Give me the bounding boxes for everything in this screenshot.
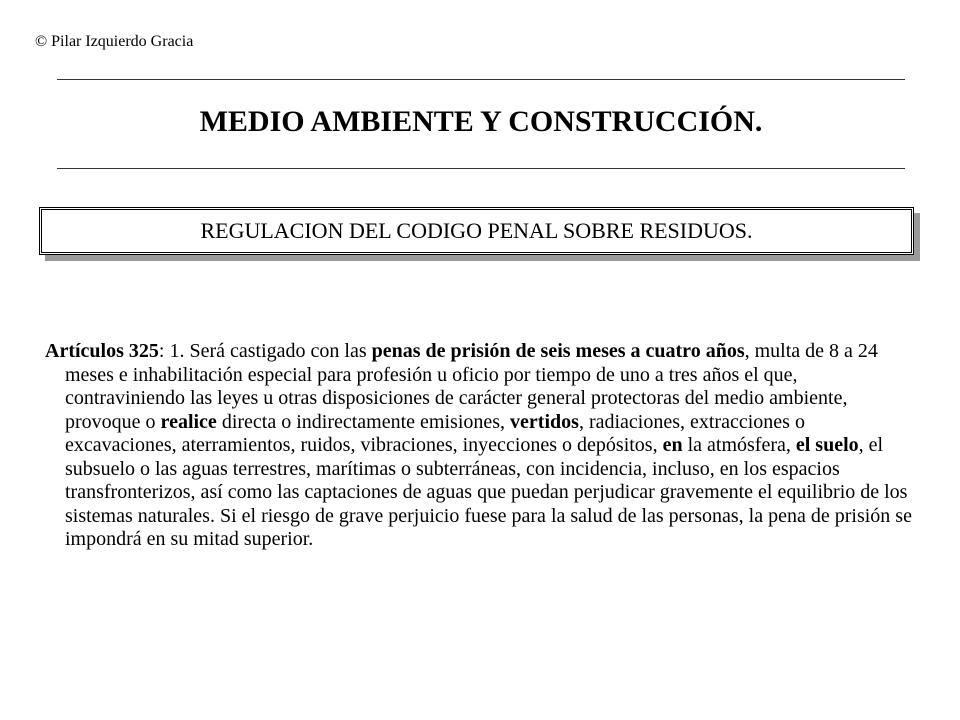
article-text-2: , multa de 8 a 24 meses e inhabilitación especial para profesión u oficio por tiempo de uno a tres años el que, contraviniendo las leyes u otras disposiciones de carácter general protectoras del medio ambiente, provoque o <box>65 340 878 433</box>
article-text-1: : 1. Será castigado con las <box>158 340 372 362</box>
article-label: Artículos 325 <box>45 340 159 362</box>
article-text-6: , el subsuelo o las aguas terrestres, marítimas o subterráneas, con incidencia, incluso, en los espacios transfronterizos, así como las captaciones de aguas que puedan perjudicar gravemente el equilibrio de los sistemas naturales. Si el riesgo de grave perjuicio fuese para la salud de las personas, la pena de prisión se impondrá en su mitad superior. <box>65 434 912 550</box>
article-emphasis-penalty: penas de prisión de seis meses a cuatro años <box>371 340 745 362</box>
subtitle-box <box>39 207 914 255</box>
article-emphasis-suelo: el suelo <box>795 434 859 456</box>
page-title: MEDIO AMBIENTE Y CONSTRUCCIÓN. <box>199 105 763 138</box>
section-subtitle: REGULACION DEL CODIGO PENAL SOBRE RESIDUOS. <box>200 218 753 243</box>
article-text-4: , radiaciones, extracciones o excavaciones, aterramientos, ruidos, vibraciones, inyecciones o depósitos, <box>65 410 805 456</box>
title-bottom-rule <box>57 168 905 169</box>
article-emphasis-vertidos: vertidos <box>510 410 579 433</box>
copyright-notice: © Pilar Izquierdo Gracia <box>35 33 194 50</box>
article-text-5: la atmósfera, <box>682 434 796 456</box>
article-emphasis-en: en <box>662 434 683 456</box>
article-emphasis-realice: realice <box>160 410 217 433</box>
article-text-3: directa o indirectamente emisiones, <box>216 410 511 433</box>
title-top-rule <box>57 79 905 80</box>
article-paragraph <box>45 340 920 552</box>
